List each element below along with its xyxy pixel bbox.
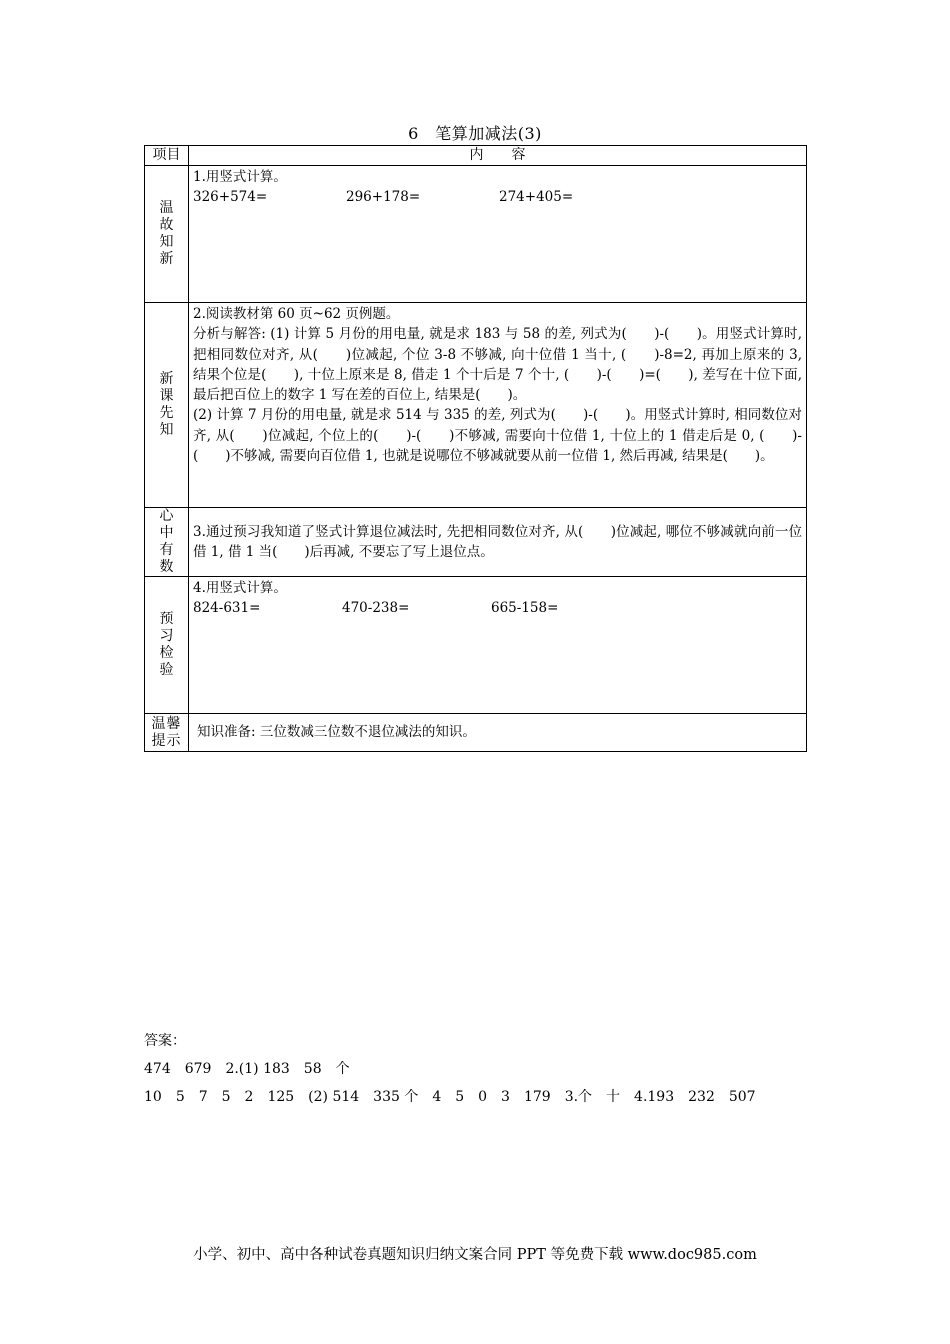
question-text: 4.用竖式计算。 [193, 580, 287, 596]
row-content [189, 577, 807, 714]
row-content: 知识准备: 三位数减三位数不退位减法的知识。 [189, 714, 807, 752]
answer-line: 474 679 2.(1) 183 58 个 [144, 1061, 350, 1077]
expression: 326+574= [193, 189, 268, 206]
row-label-text: 温馨提示 [151, 715, 182, 749]
row-label-text: 温故知新 [159, 200, 174, 267]
row-label [145, 508, 189, 577]
preview-worksheet-table [144, 145, 807, 752]
row-label [145, 166, 189, 303]
answer-heading: 答案： [144, 1033, 186, 1049]
row-content: 3.通过预习我知道了竖式计算退位减法时, 先把相同数位对齐, 从( )位减起, 哪位不够减就向前一位借 1, 借 1 当( )后再减, 不要忘了写上退位点。 [189, 508, 807, 577]
table-header-row [145, 146, 807, 166]
expression-list [193, 187, 802, 207]
row-label [145, 714, 189, 752]
table-row [145, 303, 807, 508]
row-label-text: 心中有数 [159, 508, 174, 575]
row-label-text: 预习检验 [159, 611, 174, 678]
row-label [145, 577, 189, 714]
answer-line: 10 5 7 5 2 125 (2) 514 335 个 4 5 0 3 179 3.个 十 4.193 232 507 [144, 1089, 756, 1105]
table-row [145, 577, 807, 714]
answer-section [144, 1027, 844, 1111]
row-content [189, 166, 807, 303]
footer-ad-text: 小学、初中、高中各种试卷真题知识归纳文案合同 PPT 等免费下载 www.doc985.com [193, 1247, 757, 1263]
expression: 296+178= [346, 189, 421, 206]
row-label [145, 303, 189, 508]
page-title: 6 笔算加减法(3) [408, 124, 542, 143]
expression: 274+405= [499, 189, 574, 206]
row-label-text: 新课先知 [159, 371, 174, 438]
header-item: 项目 [145, 146, 189, 166]
row-content: 2.阅读教材第 60 页~62 页例题。 分析与解答: (1) 计算 5 月份的用电量, 就是求 183 与 58 的差, 列式为( )-( )。用竖式计算时, 把相同数位对齐, 从( )位减起, 个位 3-8 不够减, 向十位借 1 当十, ( )-8=2, 再加上原来的 3, 结果个位是( ), 十位上原来是 8, 借走 1 个十后是 7 个十, ( )-( )=( ), 差写在十位下面, 最后把百位上的数字 1 写在差的百位上, 结果是( )。 (2) 计算 7 月份的用电量, 就是求 514 与 335 的差, 列式为( )-( )。用竖式计算时, 相同数位对齐, 从( )位减起, 个位上的( )-( )不够减, 需要向十位借 1, 十位上的 1 借走后是 0, ( )-( )不够减, 需要向百位借 1, 也就是说哪位不够减就要从前一位借 1, 然后再减, 结果是( )。 [189, 303, 807, 508]
expression-list [193, 598, 802, 618]
question-text: 1.用竖式计算。 [193, 169, 287, 185]
table-row [145, 508, 807, 577]
expression: 470-238= [342, 600, 410, 617]
expression: 824-631= [193, 600, 261, 617]
table-row [145, 166, 807, 303]
table-row [145, 714, 807, 752]
header-content: 内 容 [189, 146, 807, 166]
expression: 665-158= [491, 600, 559, 617]
